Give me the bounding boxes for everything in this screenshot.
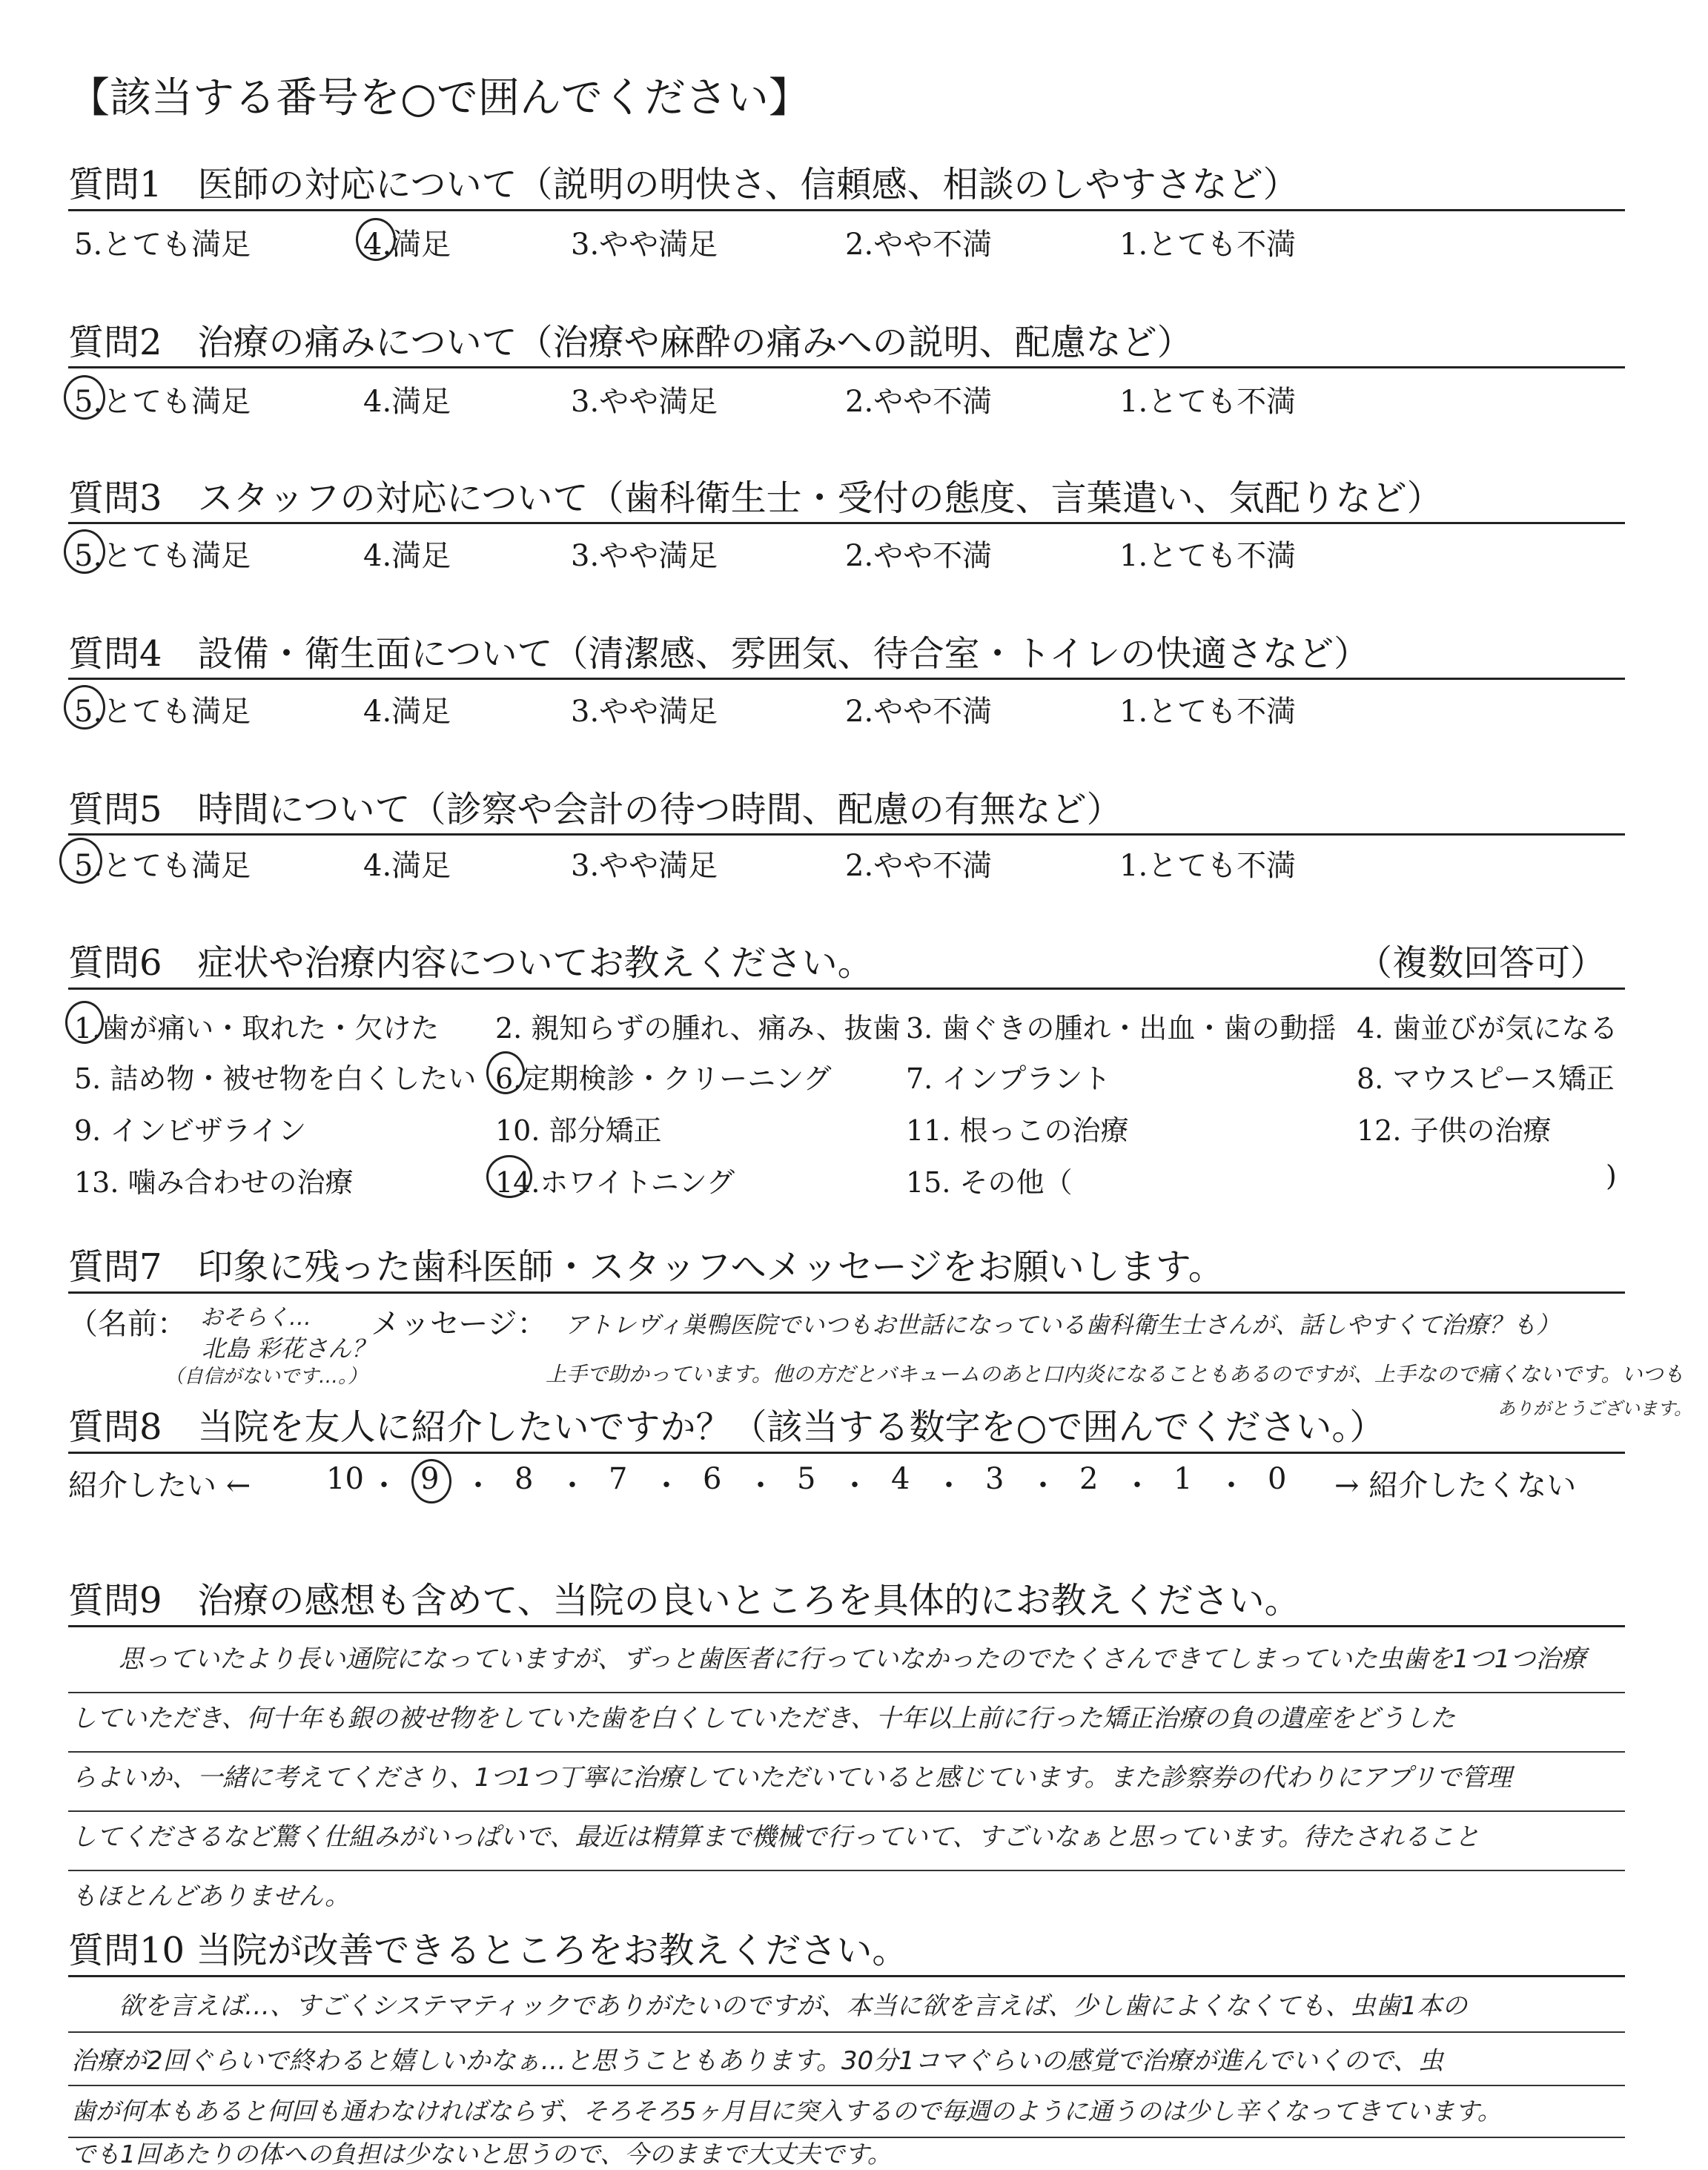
q2-option-2[interactable]: 2.やや不満 — [845, 385, 993, 419]
q3-option-1[interactable]: 1.とても不満 — [1119, 539, 1297, 573]
q3-option-4[interactable]: 4.満足 — [363, 539, 451, 573]
q3-title: 質問3 スタッフの対応について（歯科衛生士・受付の態度、言葉遣い、気配りなど） — [68, 477, 1443, 519]
q8-scale-separator: ・ — [369, 1469, 399, 1503]
q3-selection-circle — [64, 529, 105, 574]
q6-option-6[interactable]: 6.定期検診・クリーニング — [495, 1062, 832, 1095]
q1-selection-circle — [356, 218, 396, 261]
q6-option-3[interactable]: 3. 歯ぐきの腫れ・出血・歯の動揺 — [906, 1012, 1337, 1045]
q10-answer-line-4: でも1回あたりの体への負担は少ないと思うので、今のままで大丈夫です。 — [71, 2140, 892, 2169]
q6-option-5[interactable]: 5. 詰め物・被せ物を白くしたい — [74, 1062, 477, 1095]
q8-left-label: 紹介したい ← — [68, 1469, 251, 1503]
q2-option-3[interactable]: 3.やや満足 — [571, 385, 718, 419]
q1-title: 質問1 医師の対応について（説明の明快さ、信頼感、相談のしやすさなど） — [68, 164, 1299, 205]
q6-circle-1 — [65, 1001, 104, 1044]
q8-scale-separator: ・ — [1028, 1469, 1058, 1503]
q9-line-rule — [68, 1810, 1625, 1812]
q9-title: 質問9 治療の感想も含めて、当院の良いところを具体的にお教えください。 — [68, 1580, 1300, 1621]
q9-answer-line-2: していただき、何十年も銀の被せ物をしていた歯を白くしていただき、十年以上前に行った矯正治療の負の遺産をどうした — [71, 1704, 1456, 1733]
q2-title: 質問2 治療の痛みについて（治療や麻酔の痛みへの説明、配慮など） — [68, 322, 1193, 363]
q5-option-1[interactable]: 1.とても不満 — [1119, 849, 1297, 883]
q8-scale-separator: ・ — [934, 1469, 964, 1503]
q9-rule — [68, 1625, 1625, 1627]
q8-scale-value-5[interactable]: 5 — [797, 1462, 816, 1496]
q8-scale-row — [326, 1462, 1290, 1501]
q6-option-9[interactable]: 9. インビザライン — [74, 1114, 307, 1147]
q5-option-5[interactable]: 5.とても満足 — [74, 849, 251, 883]
q3-option-2[interactable]: 2.やや不満 — [845, 539, 993, 573]
q7-name-label: （名前： — [68, 1307, 187, 1341]
q8-scale-value-2[interactable]: 2 — [1079, 1462, 1099, 1496]
q8-scale-separator: ・ — [840, 1469, 870, 1503]
q7-name-hand-1: おそらく… — [200, 1305, 311, 1331]
q7-name-hand-3: （自信がないです…。） — [165, 1366, 368, 1388]
q10-line-rule — [68, 2031, 1625, 2033]
q6-option-1[interactable]: 1.歯が痛い・取れた・欠けた — [74, 1012, 440, 1045]
q4-rule — [68, 678, 1625, 680]
q6-option-4[interactable]: 4. 歯並びが気になる — [1357, 1012, 1618, 1045]
q9-line-rule — [68, 1870, 1625, 1871]
q10-line-rule — [68, 2085, 1625, 2086]
q6-option-10[interactable]: 10. 部分矯正 — [495, 1114, 662, 1147]
q9-answer-line-4: してくださるなど驚く仕組みがいっぱいで、最近は精算まで機械で行っていて、すごいなぁと思っています。待たされること — [71, 1822, 1480, 1852]
q9-answer-line-1: 思っていたより長い通院になっていますが、ずっと歯医者に行っていなかったのでたくさんできてしまっていた虫歯を1つ1つ治療 — [119, 1644, 1586, 1674]
q8-scale-separator: ・ — [463, 1469, 493, 1503]
q6-title: 質問6 症状や治療内容についてお教えください。 — [68, 942, 873, 984]
q4-option-2[interactable]: 2.やや不満 — [845, 695, 993, 729]
q1-option-3[interactable]: 3.やや満足 — [571, 228, 718, 262]
q7-message-hand-1: アトレヴィ巣鴨医院でいつもお世話になっている歯科衛生士さんが、話しやすくて治療？も） — [565, 1311, 1560, 1339]
q2-selection-circle — [64, 375, 105, 420]
q6-option-13[interactable]: 13. 噛み合わせの治療 — [74, 1166, 354, 1199]
q8-scale-value-7[interactable]: 7 — [609, 1462, 628, 1496]
q2-rule — [68, 366, 1625, 368]
q6-option-8[interactable]: 8. マウスピース矯正 — [1357, 1062, 1615, 1095]
q1-option-4[interactable]: 4.満足 — [363, 228, 451, 262]
q4-option-1[interactable]: 1.とても不満 — [1119, 695, 1297, 729]
q10-answer-line-2: 治療が2回ぐらいで終わると嬉しいかなぁ…と思うこともあります。30分1コマぐらいの感覚で治療が進んでいくので、虫 — [71, 2046, 1444, 2076]
q8-right-label: → 紹介したくない — [1334, 1469, 1577, 1503]
q7-name-hand-2: 北島 彩花さん？ — [202, 1334, 376, 1363]
q8-rule — [68, 1452, 1625, 1454]
q6-note: （複数回答可） — [1357, 942, 1606, 984]
q4-option-5[interactable]: 5.とても満足 — [74, 695, 251, 729]
q5-option-2[interactable]: 2.やや不満 — [845, 849, 993, 883]
q5-rule — [68, 833, 1625, 836]
q10-answer-line-1: 欲を言えば…、すごくシステマティックでありがたいのですが、本当に欲を言えば、少し歯によくなくても、虫歯1本の — [119, 1991, 1468, 2021]
q7-message-hand-2: 上手で助かっています。他の方だとバキュームのあと口内炎になることもあるのですが、上手なので痛くないです。いつも — [546, 1362, 1684, 1386]
q8-title: 質問8 当院を友人に紹介したいですか？（該当する数字を○で囲んでください。） — [68, 1406, 1386, 1448]
q10-title: 質問10 当院が改善できるところをお教えください。 — [68, 1930, 908, 1971]
q8-scale-separator: ・ — [746, 1469, 775, 1503]
q7-message-label: メッセージ： — [371, 1307, 547, 1341]
q9-line-rule — [68, 1692, 1625, 1693]
q6-circle-6 — [486, 1051, 525, 1094]
q8-scale-value-0[interactable]: 0 — [1268, 1462, 1287, 1496]
q7-message-hand-3: ありがとうございます。 — [1497, 1398, 1692, 1419]
q8-scale-separator: ・ — [1122, 1469, 1152, 1503]
q1-option-5[interactable]: 5.とても満足 — [74, 228, 251, 262]
q4-option-3[interactable]: 3.やや満足 — [571, 695, 718, 729]
q6-option-11[interactable]: 11. 根っこの治療 — [906, 1114, 1129, 1147]
q8-scale-value-8[interactable]: 8 — [514, 1462, 534, 1496]
q6-option-15-close: ) — [1606, 1160, 1617, 1192]
q8-scale-separator: ・ — [557, 1469, 587, 1503]
q3-option-5[interactable]: 5.とても満足 — [74, 539, 251, 573]
q8-scale-value-1[interactable]: 1 — [1174, 1462, 1193, 1496]
q6-option-12[interactable]: 12. 子供の治療 — [1357, 1114, 1552, 1147]
q6-option-7[interactable]: 7. インプラント — [906, 1062, 1111, 1095]
q4-option-4[interactable]: 4.満足 — [363, 695, 451, 729]
q3-option-3[interactable]: 3.やや満足 — [571, 539, 718, 573]
q10-answer-line-3: 歯が何本もあると何回も通わなければならず、そろそろ5ヶ月目に突入するので毎週のように通うのは少し辛くなってきています。 — [71, 2097, 1502, 2126]
q8-selection-circle — [411, 1459, 451, 1504]
q8-scale-value-4[interactable]: 4 — [891, 1462, 910, 1496]
q5-option-4[interactable]: 4.満足 — [363, 849, 451, 883]
q6-option-15[interactable]: 15. その他（ — [906, 1166, 1073, 1199]
form-header: 【該当する番号を○で囲んでください】 — [68, 74, 810, 122]
q2-option-5[interactable]: 5.とても満足 — [74, 385, 251, 419]
q6-option-2[interactable]: 2. 親知らずの腫れ、痛み、抜歯 — [495, 1012, 901, 1045]
q8-scale-value-6[interactable]: 6 — [703, 1462, 722, 1496]
q9-answer-line-5: もほとんどありません。 — [71, 1882, 351, 1911]
q4-title: 質問4 設備・衛生面について（清潔感、雰囲気、待合室・トイレの快適さなど） — [68, 633, 1370, 675]
q8-scale-value-10[interactable]: 10 — [326, 1462, 364, 1496]
q2-option-1[interactable]: 1.とても不満 — [1119, 385, 1297, 419]
q10-rule — [68, 1975, 1625, 1977]
q9-line-rule — [68, 1751, 1625, 1753]
q6-rule — [68, 988, 1625, 990]
q7-title: 質問7 印象に残った歯科医師・スタッフへメッセージをお願いします。 — [68, 1246, 1224, 1288]
q8-scale-separator: ・ — [1217, 1469, 1246, 1503]
q1-option-1[interactable]: 1.とても不満 — [1119, 228, 1297, 262]
q5-selection-circle — [59, 838, 102, 884]
q8-scale-separator: ・ — [652, 1469, 681, 1503]
q5-option-3[interactable]: 3.やや満足 — [571, 849, 718, 883]
q7-rule — [68, 1291, 1625, 1294]
q6-circle-14 — [486, 1155, 532, 1198]
q1-option-2[interactable]: 2.やや不満 — [845, 228, 993, 262]
q6-option-14[interactable]: 14.ホワイトニング — [495, 1166, 735, 1199]
q5-title: 質問5 時間について（診察や会計の待つ時間、配慮の有無など） — [68, 789, 1122, 830]
q8-scale-value-3[interactable]: 3 — [985, 1462, 1004, 1496]
q3-rule — [68, 522, 1625, 524]
q1-rule — [68, 209, 1625, 211]
q2-option-4[interactable]: 4.満足 — [363, 385, 451, 419]
q8-scale-value-9[interactable]: 9 — [420, 1462, 440, 1496]
q4-selection-circle — [64, 685, 105, 730]
q9-answer-line-3: らよいか、一緒に考えてくださり、1つ1つ丁寧に治療していただいていると感じています。また診察券の代わりにアプリで管理 — [71, 1763, 1512, 1793]
